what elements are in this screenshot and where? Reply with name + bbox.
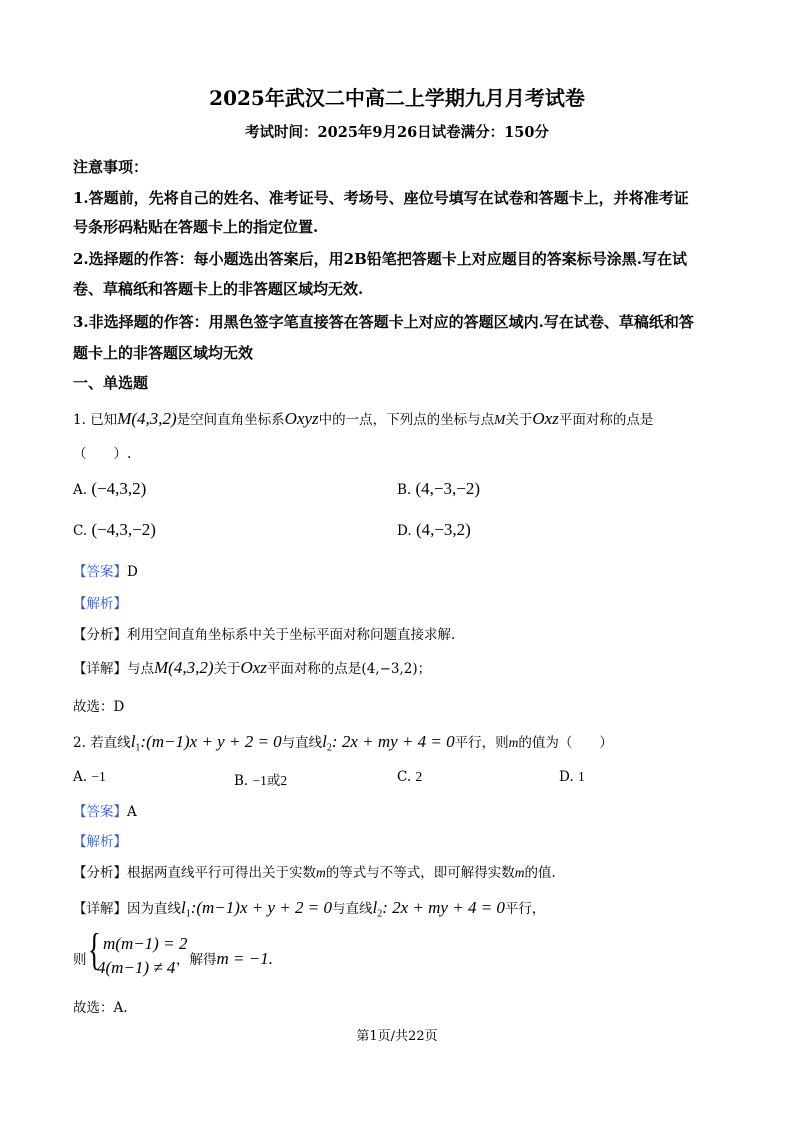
- system-eq-1: m(m−1) = 2: [103, 934, 188, 953]
- q2-option-d: D. 1: [559, 769, 585, 785]
- q2-solve: ，解得m = −1.: [176, 949, 273, 968]
- q1-option-c: C. (−4,3,−2): [73, 520, 156, 539]
- q1-choose: 故选：D: [73, 699, 125, 715]
- q2-option-c: C. 2: [397, 769, 423, 785]
- q1-fenxi: 【分析】利用空间直角坐标系中关于坐标平面对称问题直接求解.: [73, 627, 456, 643]
- q2-answer: 【答案】A: [73, 804, 137, 820]
- q1-analysis-label: 【解析】: [73, 596, 127, 612]
- question-1-paren: （ ）.: [73, 446, 132, 462]
- q2-choose: 故选：A.: [73, 1000, 128, 1016]
- question-1-stem: 1. 已知M(4,3,2)是空间直角坐标系Oxyz中的一点，下列点的坐标与点M关于Oxz平面对称的点是: [73, 409, 654, 428]
- q2-detail: 【详解】因为直线$l_1:(m-1)x + y + 2 = 0$与直线$l_2$: 2x + my + 4 = 0平行，: [73, 898, 546, 920]
- exam-info: 考试时间：2025年9月26日试卷满分：150分: [245, 124, 549, 141]
- notice-line-3: 3.非选择题的作答：用黑色签字笔直接答在答题卡上对应的答题区域内.写在试卷、草稿纸和答: [73, 313, 694, 331]
- question-2-stem: 2. 若直线$l_1:(m-1)x + y + 2 = 0$与直线$l_2$: 2x + my + 4 = 0平行，则m的值为（ ）: [73, 732, 613, 754]
- q1-option-b: B. (4,−3,−2): [397, 479, 481, 498]
- q2-fenxi: 【分析】根据两直线平行可得出关于实数m的等式与不等式，即可解得实数m的值.: [73, 865, 556, 881]
- page-footer: 第1页/共22页: [356, 1029, 438, 1044]
- page-title: 2025年武汉二中高二上学期九月月考试卷: [209, 86, 585, 110]
- q2-option-b: B. −1或2: [234, 773, 288, 789]
- notice-line-1: 1.答题前，先将自己的姓名、准考证号、考场号、座位号填写在试卷和答题卡上，并将准考证: [73, 189, 689, 207]
- q2-analysis-label: 【解析】: [73, 834, 127, 850]
- q1-answer: 【答案】D: [73, 564, 138, 580]
- system-brace: {: [88, 925, 101, 974]
- q1-option-a: A. (−4,3,2): [73, 479, 147, 498]
- notice-line-3b: 题卡上的非答题区域均无效: [73, 344, 254, 362]
- q2-then: 则: [73, 952, 87, 968]
- notice-heading: 注意事项：: [73, 158, 149, 176]
- notice-line-2: 2.选择题的作答：每小题选出答案后，用2B铅笔把答题卡上对应题目的答案标号涂黑.写在试: [73, 250, 688, 268]
- notice-line-1b: 号条形码粘贴在答题卡上的指定位置.: [73, 218, 319, 236]
- notice-line-2b: 卷、草稿纸和答题卡上的非答题区域均无效.: [73, 280, 364, 298]
- q1-option-d: D. (4,−3,2): [397, 520, 471, 539]
- q1-detail: 【详解】与点M(4,3,2)关于Oxz平面对称的点是(4,−3,2)；: [73, 658, 432, 677]
- system-eq-2: 4(m−1) ≠ 4: [97, 958, 176, 977]
- q2-option-a: A. −1: [73, 769, 106, 785]
- section-heading: 一、单选题: [73, 374, 149, 392]
